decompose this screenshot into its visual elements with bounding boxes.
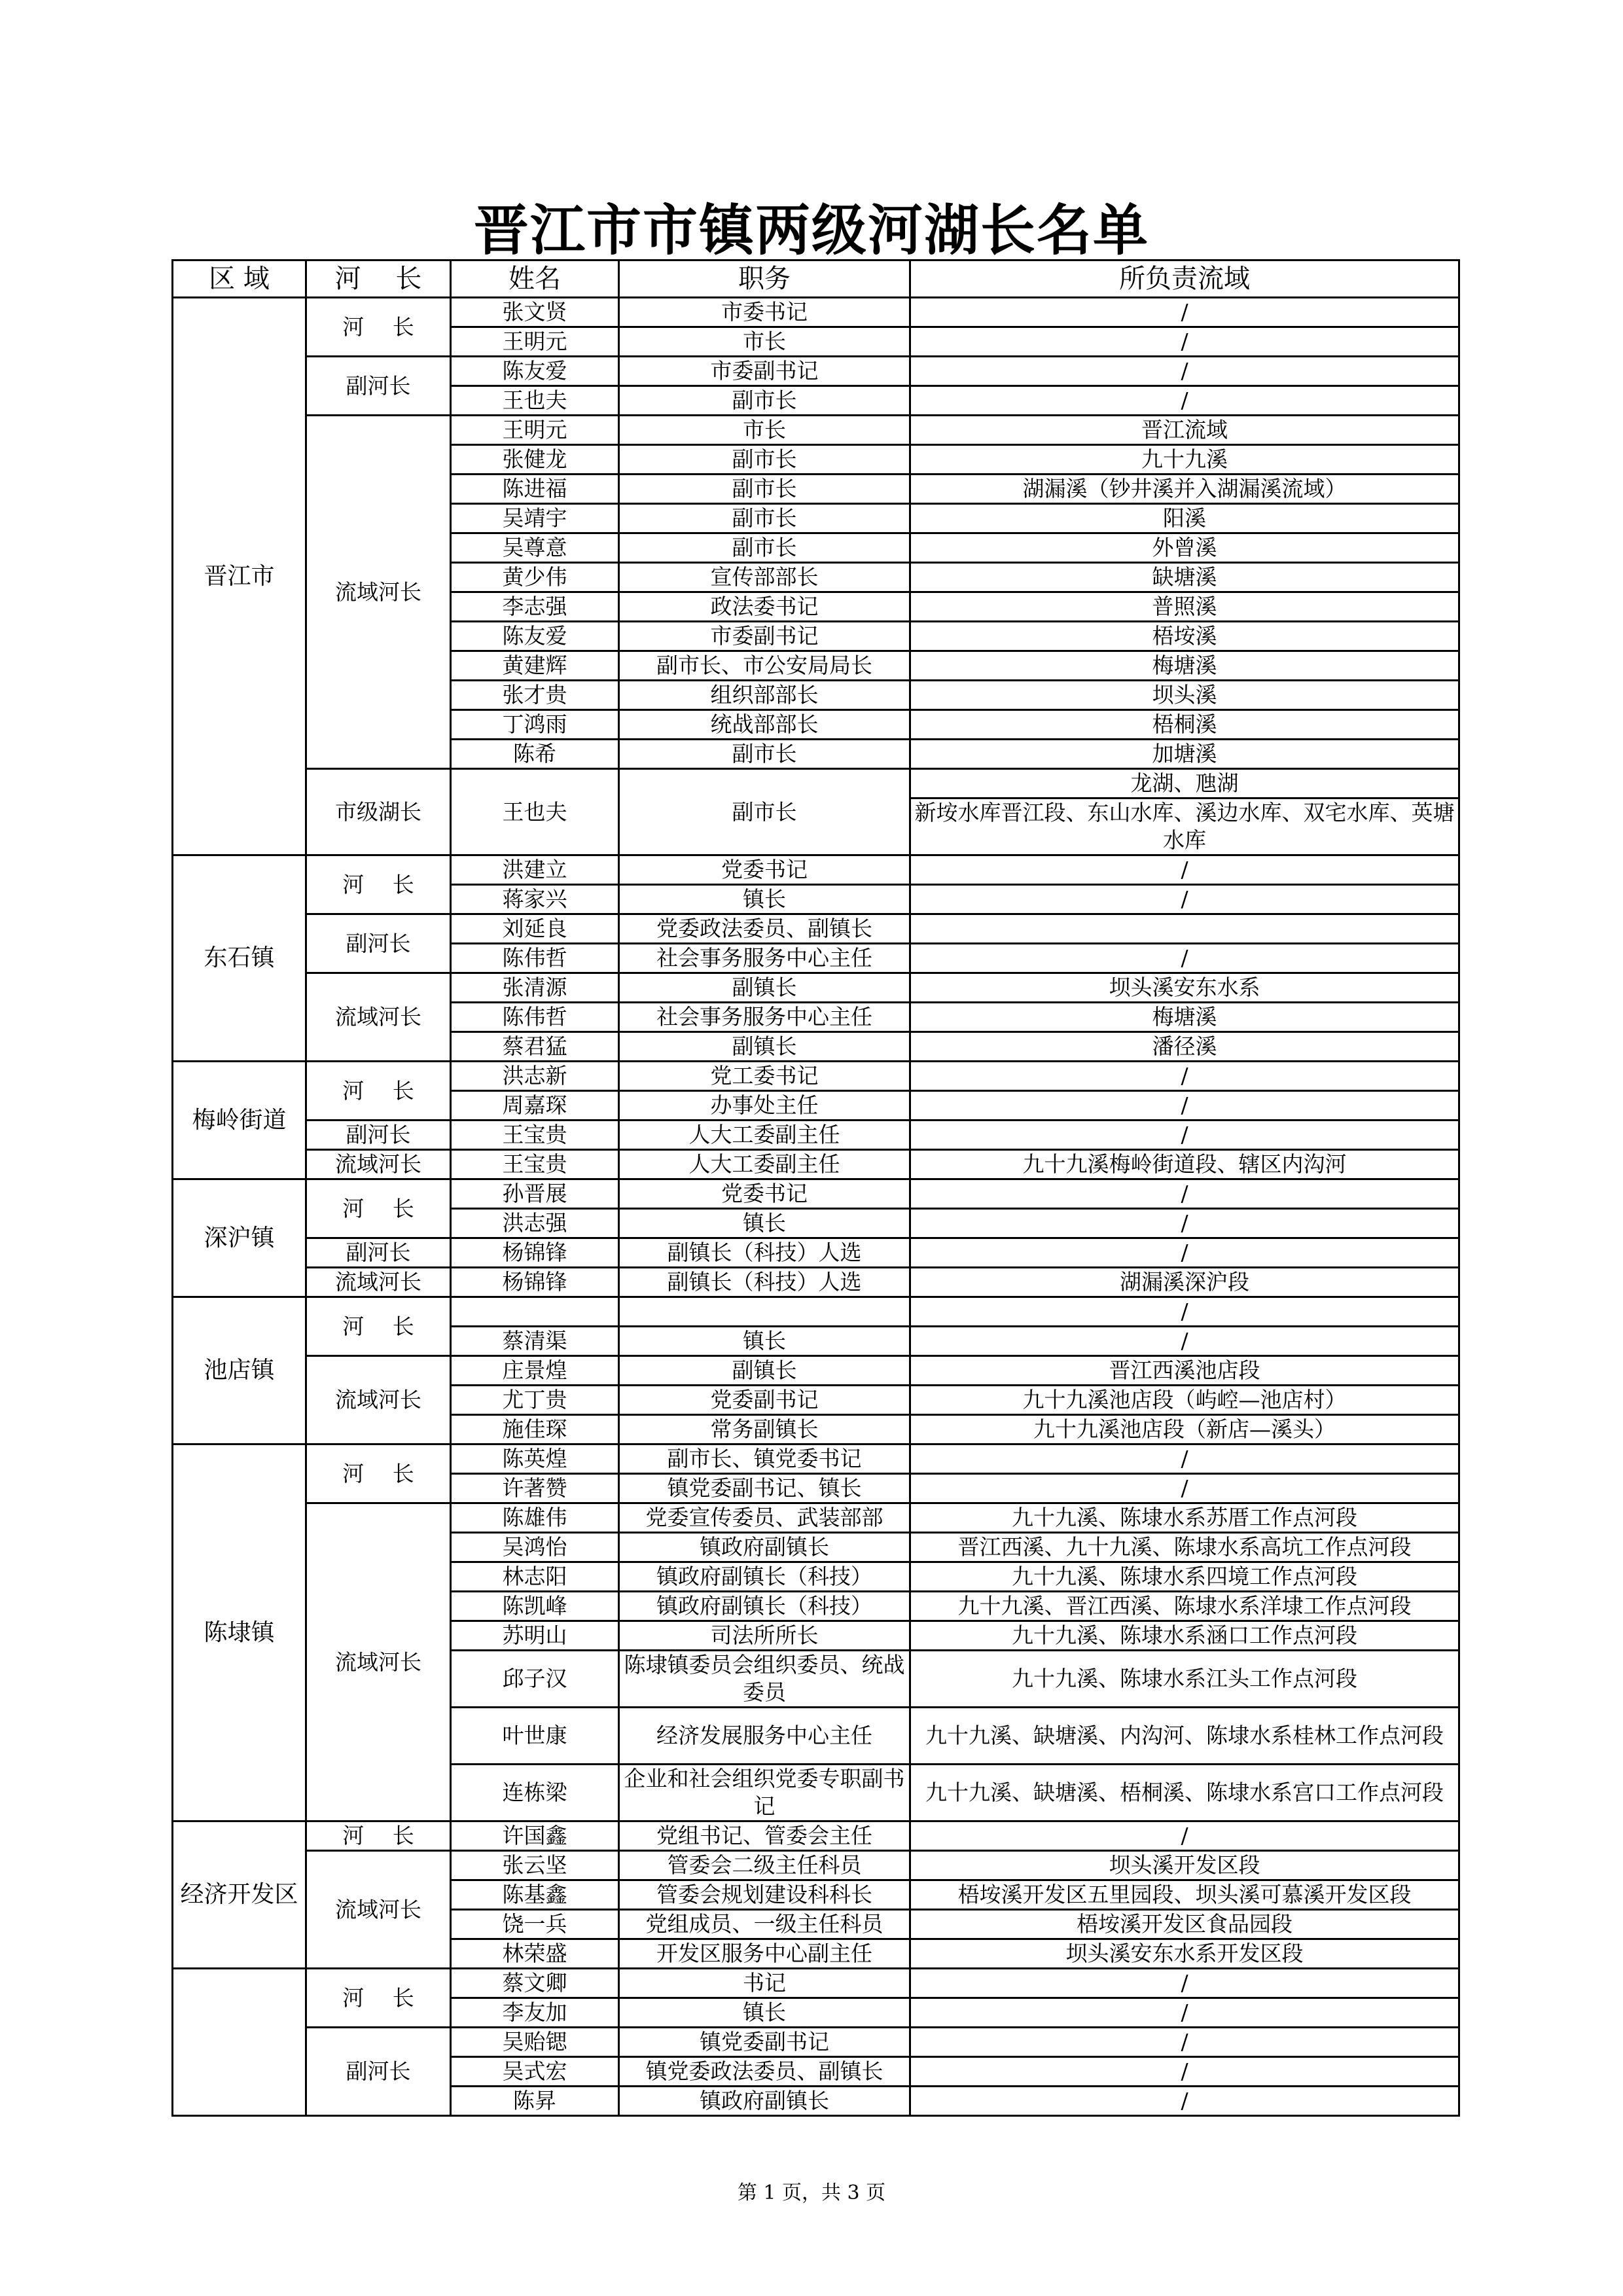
area-cell: 九十九溪、缺塘溪、梧桐溪、陈埭水系宫口工作点河段 (910, 1765, 1459, 1821)
table-row (173, 914, 1459, 944)
title-cell: 镇政府副镇长 (619, 2087, 910, 2116)
area-cell: / (910, 2087, 1459, 2116)
name-cell: 林荣盛 (451, 1939, 619, 1969)
area-cell: 龙湖、虺湖 (910, 769, 1459, 798)
name-cell: 陈昇 (451, 2087, 619, 2116)
table-row (173, 1444, 1459, 1474)
table-row (173, 1969, 1459, 1998)
title-cell: 副市长 (619, 533, 910, 563)
role-cell: 流域河长 (306, 1851, 451, 1969)
area-cell: 湖漏溪深沪段 (910, 1268, 1459, 1297)
name-cell: 吴尊意 (451, 533, 619, 563)
area-cell: / (910, 1297, 1459, 1327)
role-cell: 河 长 (306, 1444, 451, 1503)
role-cell: 流域河长 (306, 1268, 451, 1297)
title-cell: 企业和社会组织党委专职副书记 (619, 1765, 910, 1821)
area-cell (910, 914, 1459, 944)
name-cell (451, 1297, 619, 1327)
title-cell: 副镇长（科技）人选 (619, 1268, 910, 1297)
name-cell: 陈伟哲 (451, 944, 619, 973)
area-cell: 梧桐溪 (910, 710, 1459, 740)
name-cell: 尤丁贵 (451, 1386, 619, 1415)
header-area: 所负责流域 (910, 260, 1459, 298)
region-cell: 梅岭街道 (173, 1062, 306, 1179)
name-cell: 杨锦锋 (451, 1268, 619, 1297)
title-cell: 党组书记、管委会主任 (619, 1821, 910, 1851)
name-cell: 陈伟哲 (451, 1003, 619, 1032)
title-cell: 经济发展服务中心主任 (619, 1708, 910, 1765)
region-cell: 东石镇 (173, 855, 306, 1062)
role-cell: 河 长 (306, 855, 451, 914)
area-cell: 九十九溪、陈埭水系苏厝工作点河段 (910, 1503, 1459, 1533)
name-cell: 陈雄伟 (451, 1503, 619, 1533)
title-cell: 党委副书记 (619, 1386, 910, 1415)
title-cell: 人大工委副主任 (619, 1150, 910, 1179)
name-cell: 林志阳 (451, 1562, 619, 1592)
area-cell: / (910, 327, 1459, 357)
name-cell: 许著赞 (451, 1474, 619, 1503)
area-cell: 九十九溪池店段（屿崆—池店村） (910, 1386, 1459, 1415)
table-row (173, 298, 1459, 327)
title-cell: 副镇长（科技）人选 (619, 1238, 910, 1268)
title-cell: 组织部部长 (619, 681, 910, 710)
area-cell: 外曾溪 (910, 533, 1459, 563)
role-cell: 流域河长 (306, 1503, 451, 1821)
area-cell: / (910, 855, 1459, 885)
name-cell: 陈希 (451, 740, 619, 769)
title-cell: 书记 (619, 1969, 910, 1998)
name-cell: 陈基鑫 (451, 1880, 619, 1910)
name-cell: 吴鸿怡 (451, 1533, 619, 1562)
table-row (173, 1851, 1459, 1880)
title-cell: 党委书记 (619, 855, 910, 885)
area-cell: 坝头溪安东水系 (910, 973, 1459, 1003)
title-cell: 管委会规划建设科科长 (619, 1880, 910, 1910)
name-cell: 饶一兵 (451, 1910, 619, 1939)
name-cell: 吴贻锶 (451, 2028, 619, 2057)
role-cell: 河 长 (306, 1062, 451, 1121)
region-cell: 池店镇 (173, 1297, 306, 1444)
title-cell: 党委政法委员、副镇长 (619, 914, 910, 944)
page-title: 晋江市市镇两级河湖长名单 (473, 198, 1149, 262)
title-cell: 镇长 (619, 1327, 910, 1356)
area-cell: 九十九溪 (910, 445, 1459, 475)
table-row (173, 1238, 1459, 1268)
area-cell: / (910, 944, 1459, 973)
header-title: 职务 (619, 260, 910, 298)
name-cell: 王明元 (451, 327, 619, 357)
area-cell: 九十九溪、陈埭水系四境工作点河段 (910, 1562, 1459, 1592)
title-cell: 社会事务服务中心主任 (619, 1003, 910, 1032)
name-cell: 吴靖宇 (451, 504, 619, 533)
title-cell: 常务副镇长 (619, 1415, 910, 1444)
region-cell: 深沪镇 (173, 1179, 306, 1297)
role-cell: 河 长 (306, 1821, 451, 1851)
area-cell: 坝头溪开发区段 (910, 1851, 1459, 1880)
name-cell: 陈友爱 (451, 622, 619, 651)
header-name: 姓名 (451, 260, 619, 298)
area-cell: / (910, 885, 1459, 914)
area-cell: / (910, 2057, 1459, 2087)
area-cell: 加塘溪 (910, 740, 1459, 769)
area-cell: / (910, 357, 1459, 386)
region-cell: 经济开发区 (173, 1821, 306, 1969)
area-cell: / (910, 298, 1459, 327)
title-cell: 镇长 (619, 1209, 910, 1238)
name-cell: 张才贵 (451, 681, 619, 710)
area-cell: 新垵水库晋江段、东山水库、溪边水库、双宅水库、英塘水库 (910, 798, 1459, 855)
table-row (173, 2028, 1459, 2057)
name-cell: 叶世康 (451, 1708, 619, 1765)
title-cell: 政法委书记 (619, 592, 910, 622)
area-cell: 湖漏溪（钞井溪并入湖漏溪流域） (910, 475, 1459, 504)
name-cell: 李友加 (451, 1998, 619, 2028)
title-cell: 社会事务服务中心主任 (619, 944, 910, 973)
title-cell: 镇政府副镇长 (619, 1533, 910, 1562)
area-cell: / (910, 1091, 1459, 1121)
title-cell: 党委书记 (619, 1179, 910, 1209)
header-role: 河 长 (306, 260, 451, 298)
title-cell: 管委会二级主任科员 (619, 1851, 910, 1880)
area-cell: 梧垵溪 (910, 622, 1459, 651)
area-cell: / (910, 1062, 1459, 1091)
role-cell: 河 长 (306, 1969, 451, 2028)
name-cell: 蔡君猛 (451, 1032, 619, 1062)
title-cell: 副市长、市公安局局长 (619, 651, 910, 681)
region-cell (173, 1969, 306, 2116)
role-cell: 流域河长 (306, 416, 451, 769)
area-cell: 缺塘溪 (910, 563, 1459, 592)
area-cell: 晋江西溪、九十九溪、陈埭水系高坑工作点河段 (910, 1533, 1459, 1562)
title-cell: 党组成员、一级主任科员 (619, 1910, 910, 1939)
area-cell: / (910, 2028, 1459, 2057)
table-row (173, 416, 1459, 445)
table-row (173, 357, 1459, 386)
title-cell (619, 1297, 910, 1327)
name-cell: 张健龙 (451, 445, 619, 475)
role-cell: 副河长 (306, 1121, 451, 1150)
name-cell: 陈英煌 (451, 1444, 619, 1474)
name-cell: 吴式宏 (451, 2057, 619, 2087)
area-cell: 潘径溪 (910, 1032, 1459, 1062)
area-cell: / (910, 1209, 1459, 1238)
role-cell: 副河长 (306, 914, 451, 973)
header-region: 区 域 (173, 260, 306, 298)
role-cell: 河 长 (306, 298, 451, 357)
area-cell: 九十九溪、陈埭水系涵口工作点河段 (910, 1621, 1459, 1651)
name-cell: 洪建立 (451, 855, 619, 885)
area-cell: 九十九溪、晋江西溪、陈埭水系洋埭工作点河段 (910, 1592, 1459, 1621)
table-row (173, 855, 1459, 885)
title-cell: 镇长 (619, 885, 910, 914)
title-cell: 镇长 (619, 1998, 910, 2028)
table-row (173, 1503, 1459, 1533)
name-cell: 苏明山 (451, 1621, 619, 1651)
area-cell: / (910, 1969, 1459, 1998)
name-cell: 张文贤 (451, 298, 619, 327)
name-cell: 丁鸿雨 (451, 710, 619, 740)
area-cell: 晋江西溪池店段 (910, 1356, 1459, 1386)
title-cell: 副镇长 (619, 1356, 910, 1386)
title-cell: 副市长 (619, 475, 910, 504)
area-cell: / (910, 1179, 1459, 1209)
region-cell: 晋江市 (173, 298, 306, 855)
name-cell: 王明元 (451, 416, 619, 445)
name-cell: 许国鑫 (451, 1821, 619, 1851)
area-cell: 晋江流域 (910, 416, 1459, 445)
table-row (173, 1121, 1459, 1150)
area-cell: 梅塘溪 (910, 651, 1459, 681)
role-cell: 流域河长 (306, 973, 451, 1062)
name-cell: 洪志新 (451, 1062, 619, 1091)
name-cell: 蒋家兴 (451, 885, 619, 914)
table-row (173, 1179, 1459, 1209)
title-cell: 副镇长 (619, 973, 910, 1003)
title-cell: 副镇长 (619, 1032, 910, 1062)
role-cell: 副河长 (306, 357, 451, 416)
river-chief-table (171, 259, 1460, 2117)
table-row (173, 769, 1459, 798)
table-row (173, 1821, 1459, 1851)
table-row (173, 1150, 1459, 1179)
table-row (173, 1268, 1459, 1297)
name-cell: 邱子汉 (451, 1651, 619, 1708)
area-cell: 九十九溪池店段（新店—溪头） (910, 1415, 1459, 1444)
area-cell: / (910, 1327, 1459, 1356)
title-cell: 办事处主任 (619, 1091, 910, 1121)
title-cell: 市委书记 (619, 298, 910, 327)
name-cell: 庄景煌 (451, 1356, 619, 1386)
title-cell: 陈埭镇委员会组织委员、统战委员 (619, 1651, 910, 1708)
role-cell: 副河长 (306, 1238, 451, 1268)
name-cell: 陈友爱 (451, 357, 619, 386)
area-cell: / (910, 386, 1459, 416)
name-cell: 黄少伟 (451, 563, 619, 592)
name-cell: 施佳琛 (451, 1415, 619, 1444)
page-footer: 第 1 页，共 3 页 (737, 2181, 886, 2204)
table-row (173, 1356, 1459, 1386)
name-cell: 王宝贵 (451, 1121, 619, 1150)
area-cell: / (910, 1121, 1459, 1150)
area-cell: 梧垵溪开发区五里园段、坝头溪可慕溪开发区段 (910, 1880, 1459, 1910)
area-cell: / (910, 1998, 1459, 2028)
area-cell: 普照溪 (910, 592, 1459, 622)
title-cell: 副市长 (619, 769, 910, 855)
title-cell: 党委宣传委员、武装部部 (619, 1503, 910, 1533)
title-cell: 宣传部部长 (619, 563, 910, 592)
area-cell: 坝头溪安东水系开发区段 (910, 1939, 1459, 1969)
name-cell: 蔡清渠 (451, 1327, 619, 1356)
title-cell: 党工委书记 (619, 1062, 910, 1091)
region-cell: 陈埭镇 (173, 1444, 306, 1821)
title-cell: 市委副书记 (619, 622, 910, 651)
area-cell: 九十九溪、缺塘溪、内沟河、陈埭水系桂林工作点河段 (910, 1708, 1459, 1765)
name-cell: 杨锦锋 (451, 1238, 619, 1268)
name-cell: 洪志强 (451, 1209, 619, 1238)
name-cell: 王也夫 (451, 769, 619, 855)
title-cell: 市委副书记 (619, 357, 910, 386)
role-cell: 河 长 (306, 1297, 451, 1356)
area-cell: / (910, 1474, 1459, 1503)
title-cell: 镇政府副镇长（科技） (619, 1562, 910, 1592)
role-cell: 流域河长 (306, 1150, 451, 1179)
table-body (173, 298, 1459, 2116)
name-cell: 周嘉琛 (451, 1091, 619, 1121)
title-cell: 镇政府副镇长（科技） (619, 1592, 910, 1621)
name-cell: 陈进福 (451, 475, 619, 504)
area-cell: / (910, 1238, 1459, 1268)
title-cell: 副市长 (619, 386, 910, 416)
area-cell: 九十九溪、陈埭水系江头工作点河段 (910, 1651, 1459, 1708)
role-cell: 河 长 (306, 1179, 451, 1238)
name-cell: 张云坚 (451, 1851, 619, 1880)
title-cell: 副市长 (619, 740, 910, 769)
role-cell: 市级湖长 (306, 769, 451, 855)
name-cell: 连栋梁 (451, 1765, 619, 1821)
name-cell: 孙晋展 (451, 1179, 619, 1209)
title-cell: 开发区服务中心副主任 (619, 1939, 910, 1969)
title-cell: 副市长 (619, 445, 910, 475)
title-cell: 副市长 (619, 504, 910, 533)
title-cell: 统战部部长 (619, 710, 910, 740)
name-cell: 王宝贵 (451, 1150, 619, 1179)
role-cell: 流域河长 (306, 1356, 451, 1444)
table-row (173, 973, 1459, 1003)
table-row (173, 1297, 1459, 1327)
title-cell: 司法所所长 (619, 1621, 910, 1651)
table-header-row (173, 260, 1459, 298)
name-cell: 李志强 (451, 592, 619, 622)
title-cell: 市长 (619, 327, 910, 357)
name-cell: 刘延良 (451, 914, 619, 944)
title-cell: 镇党委副书记 (619, 2028, 910, 2057)
name-cell: 王也夫 (451, 386, 619, 416)
area-cell: 九十九溪梅岭街道段、辖区内沟河 (910, 1150, 1459, 1179)
name-cell: 陈凯峰 (451, 1592, 619, 1621)
title-cell: 镇党委副书记、镇长 (619, 1474, 910, 1503)
table-row (173, 1062, 1459, 1091)
area-cell: / (910, 1444, 1459, 1474)
title-cell: 副市长、镇党委书记 (619, 1444, 910, 1474)
area-cell: 阳溪 (910, 504, 1459, 533)
title-cell: 市长 (619, 416, 910, 445)
role-cell: 副河长 (306, 2028, 451, 2116)
name-cell: 蔡文卿 (451, 1969, 619, 1998)
area-cell: 梧垵溪开发区食品园段 (910, 1910, 1459, 1939)
title-cell: 镇党委政法委员、副镇长 (619, 2057, 910, 2087)
name-cell: 黄建辉 (451, 651, 619, 681)
area-cell: 梅塘溪 (910, 1003, 1459, 1032)
area-cell: 坝头溪 (910, 681, 1459, 710)
title-cell: 人大工委副主任 (619, 1121, 910, 1150)
area-cell: / (910, 1821, 1459, 1851)
name-cell: 张清源 (451, 973, 619, 1003)
